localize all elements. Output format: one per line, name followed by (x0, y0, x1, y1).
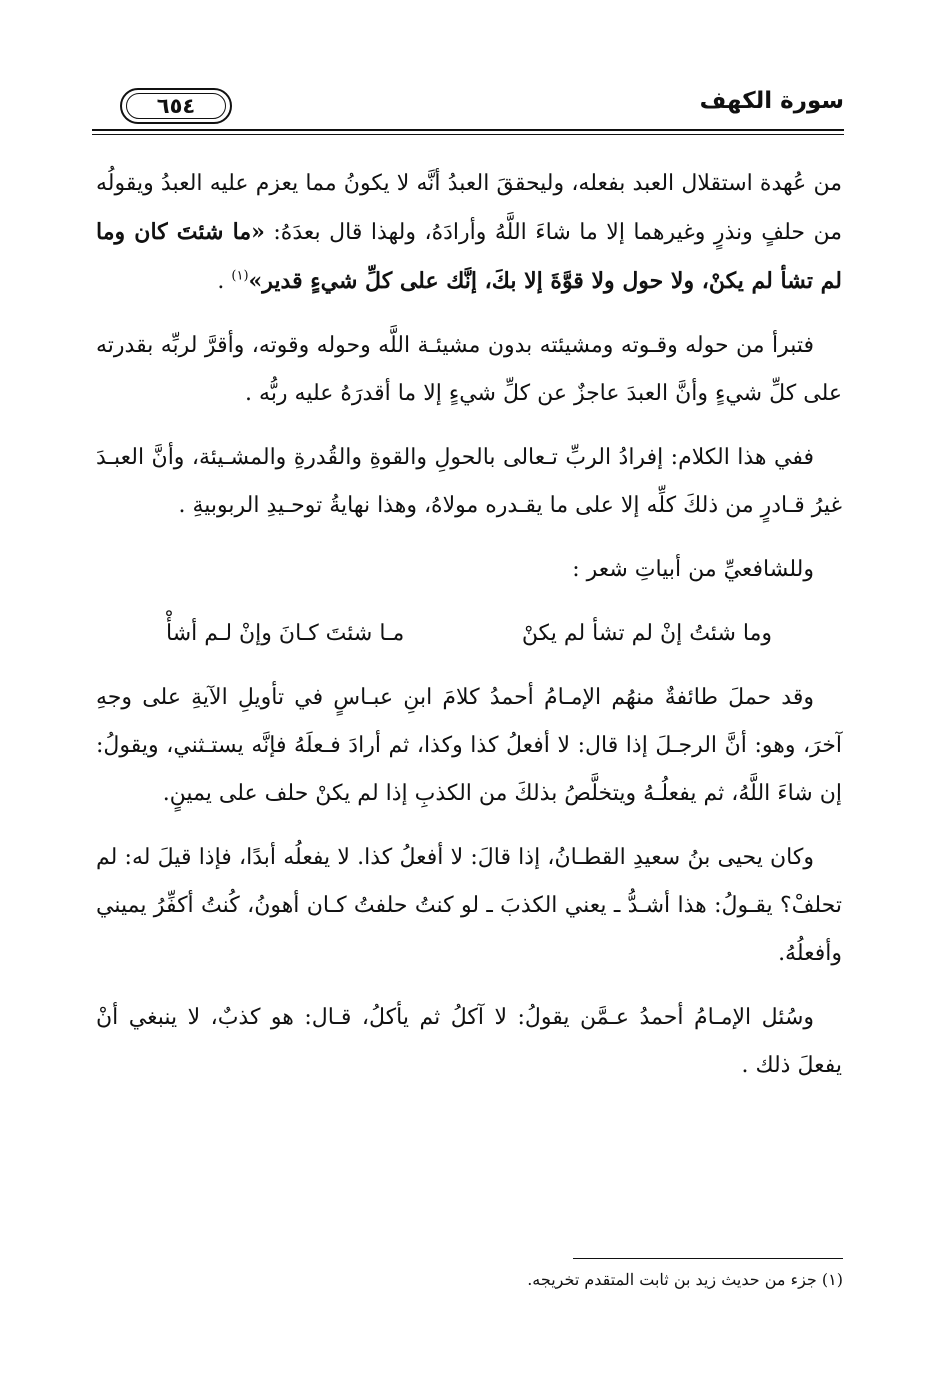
page-number: ٦٥٤ (156, 93, 196, 118)
page-number-frame (120, 88, 232, 124)
poem-hemistich-2: وما شئتُ إنْ لم تشأ لم يكنْ (521, 621, 772, 646)
paragraph: ففي هذا الكلام: إفرادُ الربِّ تـعالى بالحولِ والقوةِ والقُدرةِ والمشـيئة، وأنَّ العبـدَ غيرُ قـادرٍ من ذلكَ كلِّه إلا على ما يقـدره مولاهُ، وهذا نهايةُ توحـيدِ الربوبيةِ . (96, 445, 842, 518)
footnote-separator (573, 1258, 843, 1259)
poem-verse (96, 610, 842, 658)
paragraph (96, 160, 842, 306)
header-rule-thin (92, 134, 844, 135)
footnote: (١) جزء من حديث زيد بن ثابت المتقدم تخريجه. (527, 1270, 843, 1289)
quoted-dua: «ما شئتَ كان وما لم تشأ لم يكنْ، ولا حول ولا قوَّةَ إلا بكَ، إنَّك على كلِّ شيءٍ قدير» (96, 219, 842, 294)
footnote-marker: (١) (231, 268, 249, 284)
paragraph: وقد حملَ طائفةٌ منهُم الإمـامُ أحمدُ كلامَ ابنِ عبـاسٍ في تأويلِ الآيةِ على وجهِ آخرَ، وهو: أنَّ الرجـلَ إذا قال: لا أفعلُ كذا وكذا، ثم أرادَ فـعلَهُ فإنَّه يستـثني، ويقولُ: إن شاءَ اللَّهُ، ثم يفعلُـهُ ويتخلَّصُ بذلكَ من الكذبِ إذا لم يكنْ حلف على يمينٍ. (96, 685, 842, 806)
paragraph: وسُئل الإمـامُ أحمدُ عـمَّن يقولُ: لا آكلُ ثم يأكلُ، قـال: هو كذبٌ، لا ينبغي أنْ يفعلَ ذلك . (96, 1005, 842, 1078)
paragraph: فتبرأ من حوله وقـوته ومشيئته بدون مشيئـة اللَّه وحوله وقوته، وأقرَّ لربِّه بقدرته على كلِّ شيءٍ وأنَّ العبدَ عاجزٌ عن كلِّ شيءٍ إلا ما أقدرَهُ عليه ربُّه . (96, 333, 842, 406)
poem-hemistich-1: مـا شئتَ كـانَ وإنْ لـم أشأْ (166, 621, 405, 646)
paragraph: وكان يحيى بنُ سعيدِ القطـانُ، إذا قالَ: لا أفعلُ كذا. لا يفعلُه أبدًا، فإذا قيلَ له: لم تحلفْ؟ يقـولُ: هذا أشـدُّ ـ يعني الكذبَ ـ لو كنتُ حلفتُ كـان أهونُ، كُنتُ أكفِّرُ يميني وأفعلُهُ. (96, 845, 842, 966)
paragraph-tail: . (217, 269, 232, 294)
body-text (96, 160, 842, 1106)
paragraph-text: من عُهدة استقلال العبد بفعله، وليحققَ العبدُ أنَّه لا يكونُ مما يعزم عليه العبدُ ويقولُه من حلفٍ ونذرٍ وغيرهما إلا ما شاءَ اللَّهُ وأرادَهُ، ولهذا قال بعدَهُ: (96, 171, 842, 245)
page-header (92, 82, 844, 142)
paragraph: وللشافعيِّ من أبياتِ شعر : (572, 557, 814, 582)
running-title: سورة الكهف (699, 88, 844, 114)
header-rule (92, 129, 844, 131)
